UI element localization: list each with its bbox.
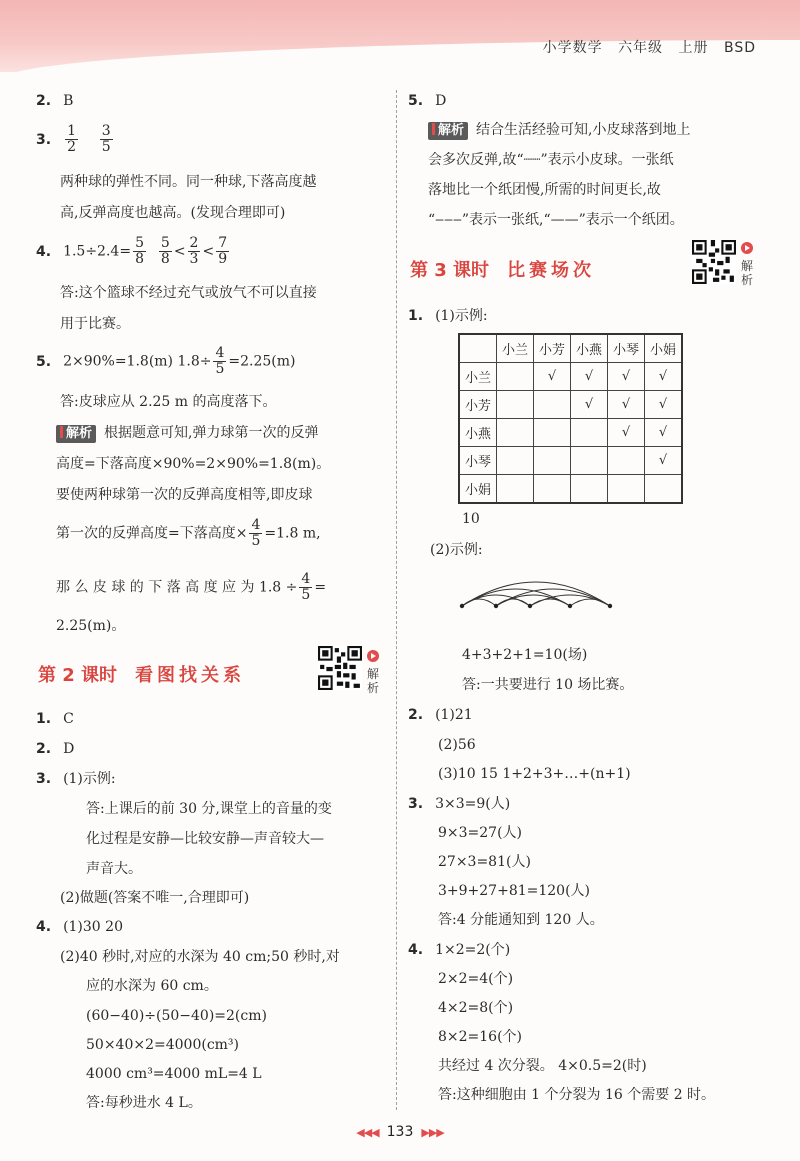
table-header-row: [459, 334, 682, 363]
fraction-denominator: 5: [301, 587, 311, 603]
table-cell: [571, 475, 608, 504]
table-row: [459, 475, 682, 504]
answer-text: (1)21: [435, 707, 473, 723]
answer-text: 答:皮球应从 2.25 m 的高度落下。: [60, 394, 277, 410]
explanation-text: 落地比一个纸团慢,所需的时间更长,故: [428, 182, 661, 198]
answer-text: 3×3=9(人): [435, 796, 511, 812]
explanation-text: 根据题意可知,弹力球第一次的反弹: [104, 425, 319, 441]
table-cell: √: [571, 391, 608, 419]
table-cell: [645, 475, 683, 504]
table-cell: √: [608, 363, 645, 391]
answer-text: (1)30 20: [63, 919, 123, 935]
column-divider: [396, 90, 397, 1110]
table-row-header: 小琴: [459, 447, 497, 475]
fraction-numerator: 3: [101, 123, 111, 139]
answer-text: 应的水深为 60 cm。: [86, 978, 218, 994]
item-number: 3.: [408, 796, 424, 812]
answer-text: B: [63, 93, 74, 109]
header-grade: 六年级: [618, 40, 664, 56]
table-row: [459, 391, 682, 419]
qr-label: 解析: [366, 667, 379, 695]
answer-text: 27×3=81(人): [438, 854, 531, 870]
answer-text: D: [63, 741, 75, 757]
table-cell: [497, 363, 534, 391]
fraction-numerator: 4: [251, 517, 261, 533]
answer-text: 8×2=16(个): [438, 1029, 523, 1045]
lesson-name: 比赛场次: [507, 260, 596, 281]
lesson-number: 第 2 课时: [38, 665, 118, 686]
explanation-line: [56, 572, 326, 603]
fraction-numerator: 5: [160, 235, 170, 251]
answer-line: [36, 124, 115, 155]
answer-text: 共经过 4 次分裂。 4×0.5=2(时): [438, 1058, 647, 1074]
fraction-denominator: 5: [215, 361, 225, 377]
answer-text: (1)示例:: [435, 308, 488, 324]
answer-text: 答:一共要进行 10 场比赛。: [462, 677, 634, 693]
match-table: [458, 333, 683, 504]
table-cell: √: [534, 363, 571, 391]
table-cell: [534, 391, 571, 419]
answer-text: 高,反弹高度也越高。(发现合理即可): [60, 205, 286, 221]
answer-line: [408, 92, 446, 110]
item-number: 2.: [36, 741, 52, 757]
equation-text: =2.25(m): [228, 353, 296, 370]
fraction-numerator: 5: [135, 235, 144, 251]
table-cell: [534, 447, 571, 475]
table-row-header: 小燕: [459, 419, 497, 447]
explanation-line: [56, 518, 321, 549]
explanation-text: =1.8 m,: [264, 525, 321, 542]
lesson-name: 看图找关系: [135, 665, 246, 686]
item-number: 4.: [36, 919, 52, 935]
table-cell: [497, 447, 534, 475]
explanation-text: 第一次的反弹高度=下落高度×: [56, 525, 248, 542]
answer-line: [36, 770, 116, 788]
answer-text: 50×40×2=4000(cm³): [86, 1037, 240, 1053]
section-title-lesson-2: [38, 661, 245, 687]
table-cell: [497, 475, 534, 504]
qr-side-label[interactable]: [366, 650, 380, 695]
fraction-numerator: 7: [218, 235, 228, 251]
running-header: [533, 37, 756, 57]
item-number: 5.: [408, 93, 424, 109]
less-than-sign: <: [173, 243, 186, 260]
answer-text: (2)56: [438, 737, 476, 753]
answer-text: 两种球的弹性不同。同一种球,下落高度越: [60, 174, 317, 190]
answer-text: 用于比赛。: [60, 316, 130, 332]
answer-text: (2)40 秒时,对应的水深为 40 cm;50 秒时,对: [60, 949, 340, 965]
table-header-cell: 小娟: [645, 334, 683, 363]
table-row: [459, 419, 682, 447]
equation-text: 1.5÷2.4=: [63, 243, 132, 260]
table-cell: [571, 419, 608, 447]
fraction-numerator: 1: [67, 123, 76, 139]
left-arrows-icon: ◀◀◀: [356, 1126, 379, 1139]
item-number: 2.: [36, 93, 52, 109]
less-than-sign: <: [202, 243, 215, 260]
fraction-denominator: 5: [251, 533, 261, 549]
fraction: [65, 124, 78, 155]
answer-text: 答:这个篮球不经过充气或放气不可以直接: [60, 285, 317, 301]
explanation-text: 结合生活经验可知,小皮球落到地上: [476, 122, 691, 138]
answer-text: 答:上课后的前 30 分,课堂上的音量的变: [86, 801, 332, 817]
fraction: [133, 236, 146, 267]
answer-text: (2)示例:: [430, 542, 483, 558]
answer-text: 2×2=4(个): [438, 971, 514, 987]
table-cell: [608, 447, 645, 475]
item-number: 1.: [36, 711, 52, 727]
fraction-numerator: 4: [215, 345, 225, 361]
explanation-tag: 解析: [56, 425, 96, 443]
page-number: 133: [386, 1124, 414, 1140]
answer-text: 答:这种细胞由 1 个分裂为 16 个需要 2 时。: [438, 1087, 716, 1103]
answer-line: [36, 346, 296, 377]
header-volume: 上册: [678, 40, 709, 56]
qr-code-icon[interactable]: [692, 240, 736, 284]
answer-line: [408, 941, 510, 959]
table-row: [459, 363, 682, 391]
explanation-line: [428, 121, 690, 140]
explanation-text: 2.25(m)。: [56, 618, 126, 634]
answer-text: (2)做题(答案不唯一,合理即可): [60, 890, 250, 906]
answer-line: [36, 92, 73, 110]
explanation-text: 那 么 皮 球 的 下 落 高 度 应 为 1.8 ÷: [56, 579, 298, 596]
qr-label: 解析: [740, 259, 753, 287]
table-header-cell: [459, 334, 497, 363]
answer-line: [36, 236, 231, 267]
item-number: 3.: [36, 131, 52, 148]
header-edition: BSD: [723, 40, 756, 56]
table-cell: √: [608, 391, 645, 419]
table-cell: [497, 419, 534, 447]
table-cell: √: [608, 419, 645, 447]
answer-line: [36, 710, 74, 728]
table-cell: √: [645, 391, 683, 419]
table-cell: [571, 447, 608, 475]
fraction-denominator: 8: [135, 251, 144, 267]
header-subject: 小学数学: [542, 40, 603, 56]
answer-line: [408, 706, 473, 724]
item-number: 5.: [36, 353, 52, 370]
item-number: 3.: [36, 771, 52, 787]
table-cell: √: [645, 419, 683, 447]
fraction: [100, 124, 113, 155]
fraction: [249, 518, 262, 549]
item-number: 1.: [408, 308, 424, 324]
fraction-denominator: 9: [218, 251, 228, 267]
fraction-denominator: 5: [101, 139, 111, 155]
fraction: [216, 236, 229, 267]
answer-text: 声音大。: [86, 861, 142, 877]
fraction-numerator: 4: [301, 571, 311, 587]
table-header-cell: 小芳: [534, 334, 571, 363]
fraction: [188, 236, 201, 267]
fraction: [299, 572, 312, 603]
equation-text: 2×90%=1.8(m) 1.8÷: [63, 353, 212, 370]
answer-text: 答:每秒进水 4 L。: [86, 1095, 202, 1111]
answer-text: 4+3+2+1=10(场): [462, 647, 588, 663]
answer-text: 9×3=27(人): [438, 825, 523, 841]
table-cell: [608, 475, 645, 504]
answer-text: (3)10 15 1+2+3+…+(n+1): [438, 766, 631, 782]
fraction: [213, 346, 226, 377]
fraction: [159, 236, 172, 267]
answer-line: [408, 795, 510, 813]
answer-text: 3+9+27+81=120(人): [438, 883, 591, 899]
table-header-cell: 小燕: [571, 334, 608, 363]
answer-text: 化过程是安静—比较安静—声音较大—: [86, 831, 324, 847]
match-arc-diagram: [456, 568, 616, 618]
answer-text: 10: [462, 511, 480, 527]
answer-text: 答:4 分能通知到 120 人。: [438, 912, 604, 928]
table-row: [459, 447, 682, 475]
answer-line: [36, 740, 74, 758]
table-row-header: 小娟: [459, 475, 497, 504]
fraction-denominator: 2: [67, 139, 76, 155]
answer-text: 1×2=2(个): [435, 942, 511, 958]
explanation-line: [56, 424, 318, 443]
fraction-denominator: 3: [189, 251, 199, 267]
item-number: 4.: [36, 243, 52, 260]
explanation-text: =: [314, 579, 327, 596]
explanation-tag: 解析: [428, 122, 468, 140]
table-cell: √: [645, 363, 683, 391]
fraction-denominator: 8: [160, 251, 170, 267]
table-cell: [534, 475, 571, 504]
table-header-cell: 小琴: [608, 334, 645, 363]
table-cell: [534, 419, 571, 447]
answer-text: (60−40)÷(50−40)=2(cm): [86, 1008, 267, 1024]
table-cell: √: [645, 447, 683, 475]
play-icon: [367, 650, 379, 662]
answer-text: D: [435, 93, 447, 109]
lesson-number: 第 3 课时: [410, 260, 490, 281]
answer-text: (1)示例:: [63, 771, 116, 787]
table-cell: [497, 391, 534, 419]
answer-text: C: [63, 711, 74, 727]
page-footer: [0, 1124, 800, 1140]
explanation-text: 要使两种球第一次的反弹高度相等,即皮球: [56, 487, 313, 503]
table-cell: √: [571, 363, 608, 391]
qr-side-label[interactable]: [740, 242, 754, 287]
fraction-numerator: 2: [189, 235, 199, 251]
explanation-text: 会多次反弹,故“┈┈”表示小皮球。一张纸: [428, 152, 674, 168]
answer-line: [36, 918, 123, 936]
answer-text: 4000 cm³=4000 mL=4 L: [86, 1066, 262, 1082]
item-number: 4.: [408, 942, 424, 958]
item-number: 2.: [408, 707, 424, 723]
play-icon: [741, 242, 753, 254]
table-row-header: 小芳: [459, 391, 497, 419]
answer-text: 4×2=8(个): [438, 1000, 514, 1016]
explanation-text: “‒‒‒”表示一张纸,“——”表示一个纸团。: [428, 212, 684, 228]
section-title-lesson-3: [410, 256, 595, 282]
answer-line: [408, 307, 488, 325]
qr-code-icon[interactable]: [318, 646, 362, 690]
right-arrows-icon: ▶▶▶: [421, 1126, 444, 1139]
table-header-cell: 小兰: [497, 334, 534, 363]
table-row-header: 小兰: [459, 363, 497, 391]
explanation-text: 高度=下落高度×90%=2×90%=1.8(m)。: [56, 456, 331, 472]
